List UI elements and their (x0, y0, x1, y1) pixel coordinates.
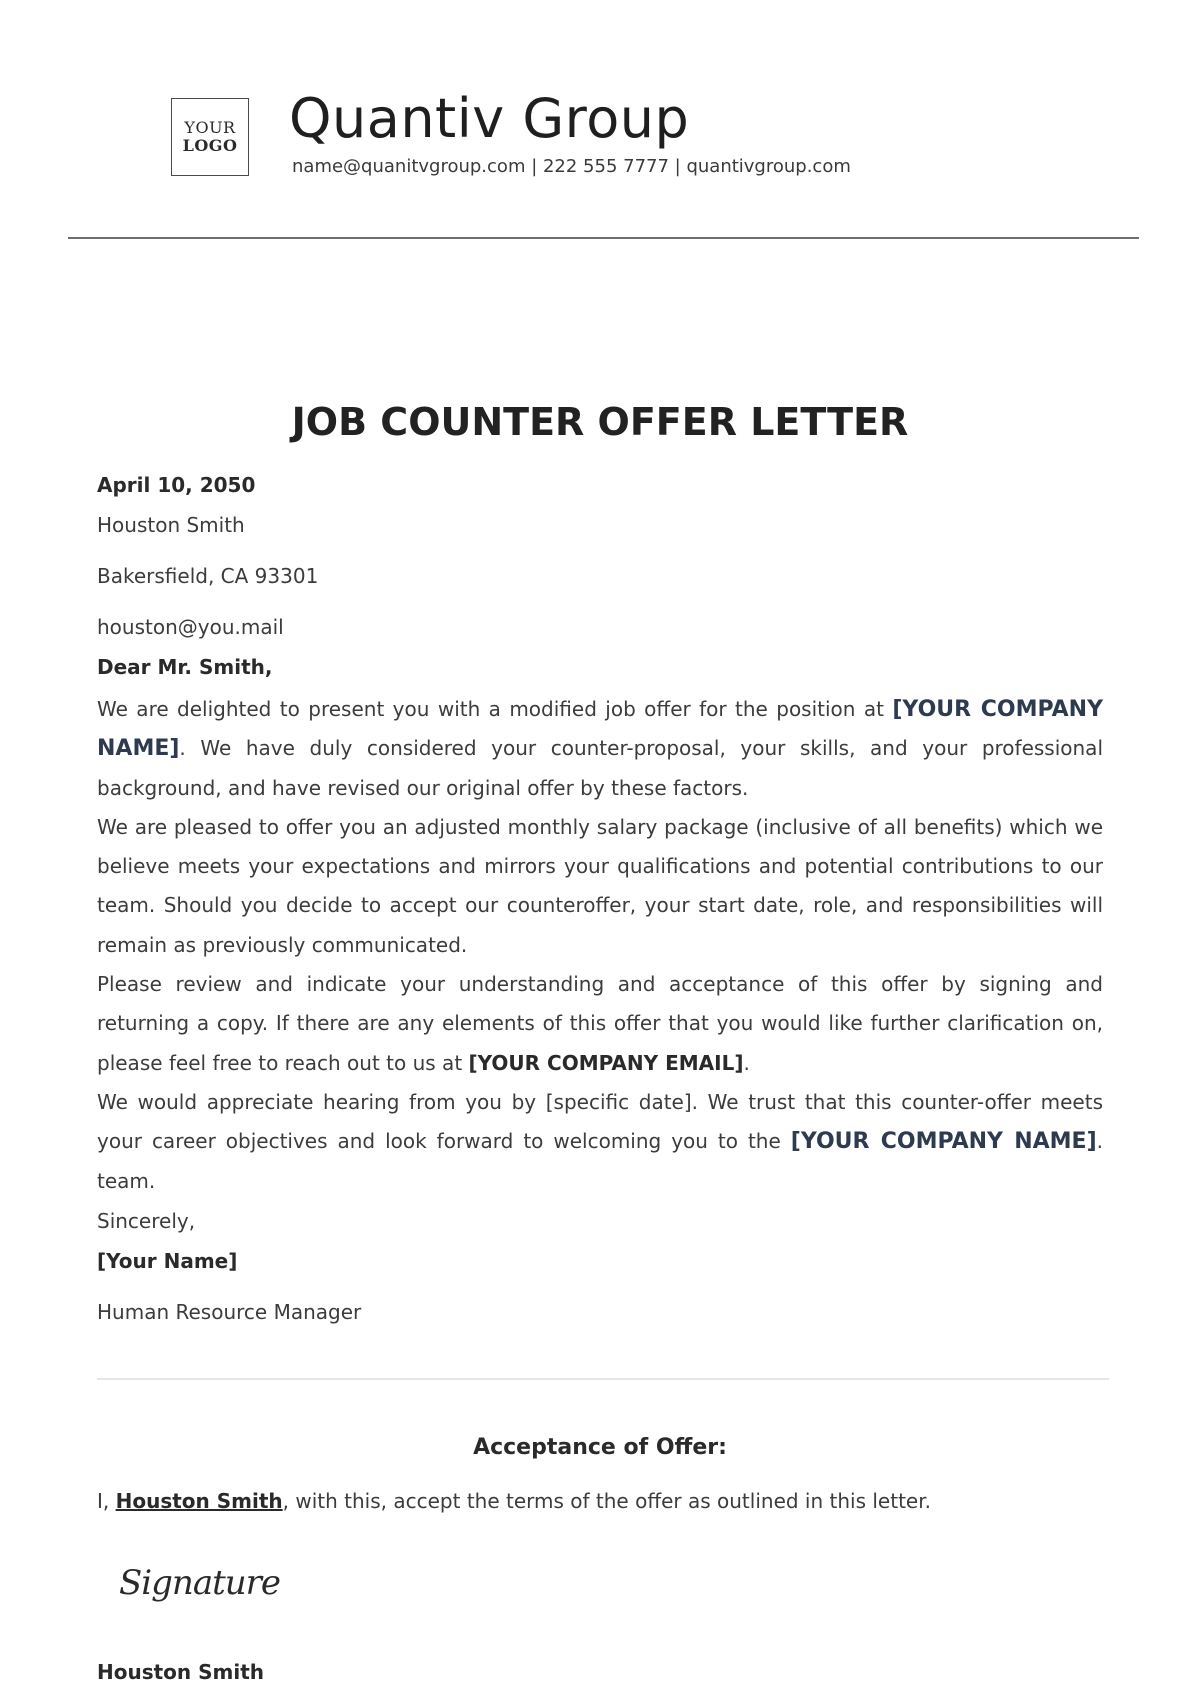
acceptance-heading: Acceptance of Offer: (473, 1435, 727, 1460)
company-name-placeholder: [YOUR COMPANY NAME] (790, 1129, 1097, 1155)
paragraph-text: . (743, 1050, 750, 1075)
logo-text-line2: LOGO (182, 136, 238, 155)
company-email-placeholder: [YOUR COMPANY EMAIL] (468, 1050, 744, 1075)
company-name-placeholder: [YOUR COMPANY NAME] (97, 697, 1103, 762)
letter-date: April 10, 2050 (97, 473, 256, 497)
paragraph-text: We are delighted to present you with a modified job offer for the position at (97, 697, 893, 721)
closing: Sincerely, (97, 1209, 196, 1233)
paragraph-text: Please review and indicate your understanding and acceptance of this offer by signing and returning a copy. If there are any elements of this offer that you would like further clarification on, please feel free to reach out to us at (97, 972, 1103, 1075)
recipient-email: houston@you.mail (97, 615, 284, 639)
sender-title: Human Resource Manager (97, 1300, 362, 1324)
signer-name: Houston Smith (97, 1660, 265, 1684)
body-paragraph-4 (97, 1083, 1103, 1201)
acceptance-text: , with this, accept the terms of the offer as outlined in this letter. (282, 1489, 931, 1513)
logo-text-line1: YOUR (184, 118, 236, 138)
body-paragraph-3 (97, 965, 1103, 1083)
signature: Signature (119, 1563, 281, 1603)
company-logo-placeholder (171, 98, 249, 176)
company-name: Quantiv Group (289, 87, 690, 150)
header-divider (68, 237, 1139, 239)
paragraph-text: . team. (97, 1129, 1104, 1193)
recipient-address: Bakersfield, CA 93301 (97, 564, 319, 588)
body-paragraph-2: We are pleased to offer you an adjusted monthly salary package (inclusive of all benefits) which we believe meets your expectations and mirrors your qualifications and potential contributions to our team. Should you decide to accept our counteroffer, your start date, role, and responsibilities will remain as previously communicated. (97, 814, 1103, 957)
acceptance-divider (97, 1378, 1109, 1380)
acceptance-statement (97, 1489, 931, 1513)
body-paragraph-1 (97, 690, 1103, 808)
salutation: Dear Mr. Smith, (97, 655, 273, 679)
document-title: JOB COUNTER OFFER LETTER (291, 400, 909, 444)
acceptor-name: Houston Smith (115, 1489, 283, 1513)
acceptance-text: I, (97, 1489, 116, 1513)
paragraph-text: . We have duly considered your counter-proposal, your skills, and your professional background, and have revised our original offer by these factors. (97, 736, 1103, 800)
paragraph-text: We would appreciate hearing from you by [specific date]. We trust that this counter-offer meets your career objectives and look forward to welcoming you to the (97, 1089, 1103, 1154)
recipient-name: Houston Smith (97, 513, 245, 537)
company-contact-info: name@quanitvgroup.com | 222 555 7777 | quantivgroup.com (292, 156, 851, 177)
letter-body (97, 690, 1103, 1201)
sender-name: [Your Name] (97, 1249, 238, 1273)
